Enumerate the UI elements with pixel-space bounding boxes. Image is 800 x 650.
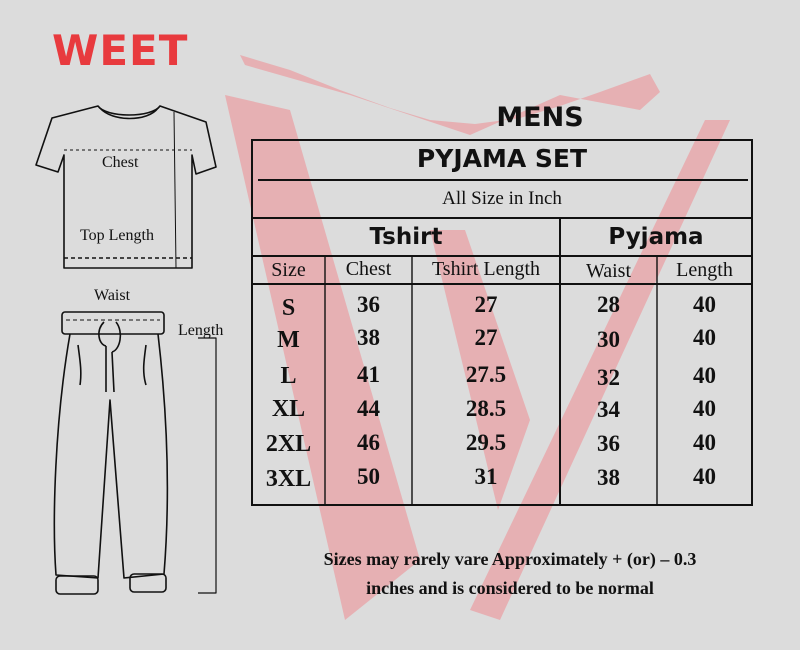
table-cell-waist: 30 — [597, 327, 620, 352]
table-cell-size: 2XL — [265, 431, 312, 457]
column-header-length: Length — [676, 259, 733, 281]
table-cell-chest: 44 — [357, 396, 380, 421]
table-cell-tshirt-length: 31 — [474, 464, 498, 489]
table-cell-size: L — [280, 363, 297, 389]
table-cell-waist: 28 — [597, 292, 620, 317]
table-cell-tshirt-length: 27 — [474, 325, 498, 350]
table-cell-size: 3XL — [265, 466, 312, 492]
table-cell-tshirt-length: 27 — [474, 292, 498, 317]
note-line-1: Sizes may rarely vare Approximately + (or) – 0.3 — [323, 549, 697, 569]
table-cell-length: 40 — [693, 396, 716, 421]
column-header-waist: Waist — [585, 260, 632, 282]
table-cell-length: 40 — [693, 292, 716, 317]
size-tolerance-note — [250, 545, 770, 603]
table-cell-length: 40 — [693, 430, 716, 455]
table-cell-chest: 41 — [357, 362, 380, 387]
column-header-tshirt-length: Tshirt Length — [431, 258, 541, 280]
table-cell-tshirt-length: 29.5 — [465, 430, 507, 455]
table-cell-waist: 36 — [597, 431, 620, 456]
table-cell-waist: 34 — [597, 397, 620, 422]
table-cell-length: 40 — [693, 363, 716, 388]
chest-label: Chest — [102, 154, 139, 171]
table-cell-length: 40 — [693, 464, 716, 489]
table-cell-size: XL — [271, 396, 306, 422]
group-header-tshirt: Tshirt — [369, 224, 443, 250]
table-cell-chest: 36 — [357, 292, 380, 317]
top-length-label: Top Length — [80, 227, 154, 244]
table-cell-chest: 38 — [357, 325, 380, 350]
brand-logo: WEET — [52, 26, 189, 75]
table-cell-size: M — [277, 327, 300, 353]
group-header-pyjama: Pyjama — [608, 224, 704, 250]
table-cell-tshirt-length: 28.5 — [465, 396, 507, 421]
table-cell-chest: 50 — [357, 464, 380, 489]
table-cell-length: 40 — [693, 325, 716, 350]
table-cell-waist: 32 — [597, 365, 620, 390]
table-cell-waist: 38 — [597, 465, 620, 490]
table-title: PYJAMA SET — [416, 144, 588, 173]
column-header-size: Size — [271, 259, 306, 281]
note-line-2: inches and is considered to be normal — [366, 578, 654, 598]
section-title: MENS — [496, 102, 584, 133]
table-cell-size: S — [281, 295, 296, 321]
table-cell-tshirt-length: 27.5 — [465, 362, 507, 387]
length-label: Length — [178, 322, 224, 339]
table-subtitle: All Size in Inch — [442, 188, 562, 209]
waist-label: Waist — [94, 287, 131, 304]
table-cell-chest: 46 — [357, 430, 380, 455]
column-header-chest: Chest — [345, 258, 392, 280]
